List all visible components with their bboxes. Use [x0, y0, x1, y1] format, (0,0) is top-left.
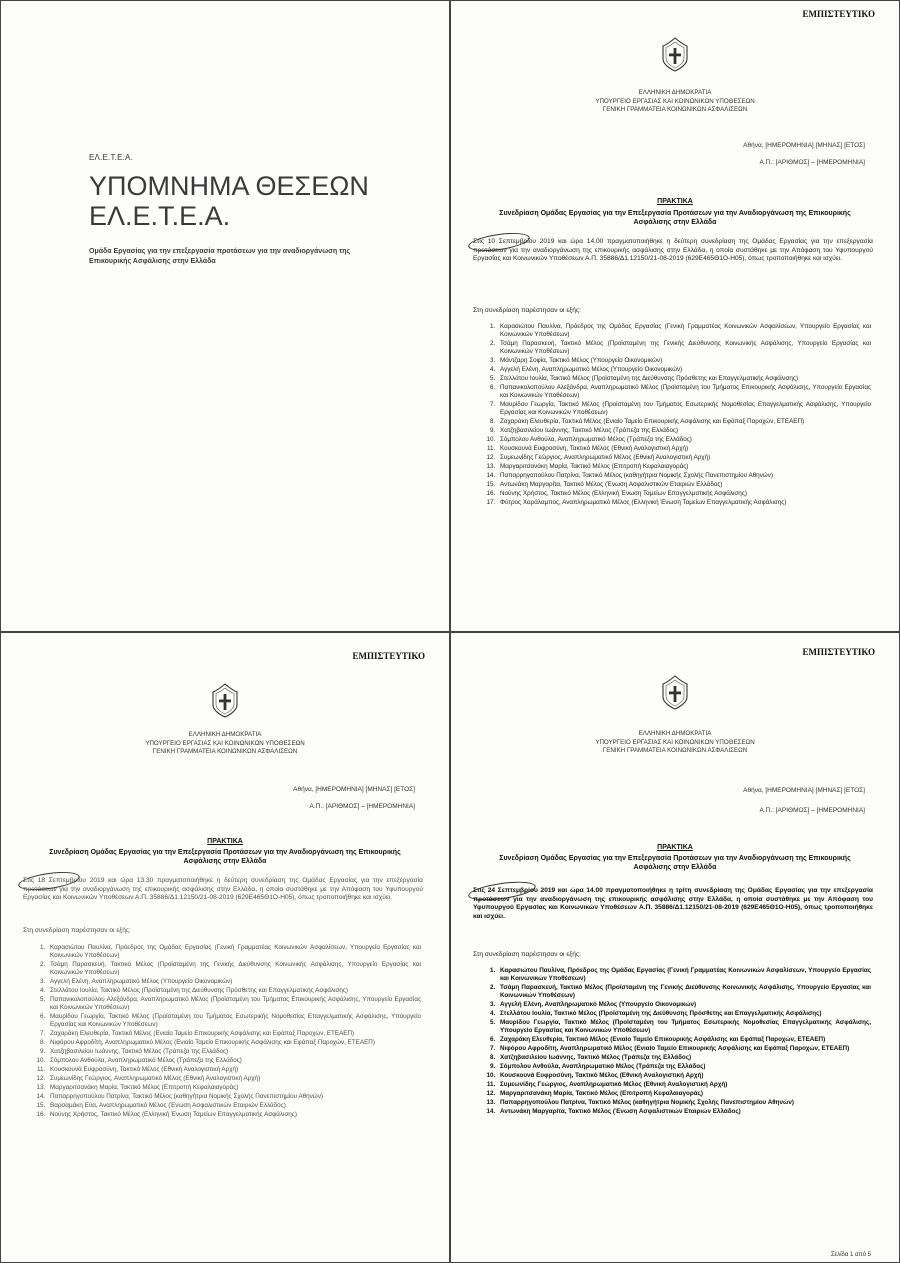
list-item: 11. Συμεωνίδης Γεώργιος, Αναπληρωματικό Μέλος (Εθνική Αναλογιστική Αρχή): [497, 1081, 871, 1089]
list-item: 6. Ζαχαράκη Ελευθερία, Τακτικό Μέλος (Ενιαίο Ταμείο Επικουρικής Ασφάλισης και Εφάπαξ Παροχών, ΕΤΕΑΕΠ): [497, 1036, 871, 1044]
date-line: Αθήνα, [ΗΜΕΡΟΜΗΝΙΑ] [ΜΗΝΑΣ] [ΕΤΟΣ]: [743, 142, 865, 149]
session-title: Συνεδρίαση Ομάδας Εργασίας για την Επεξεργασία Προτάσεων για την Αναδιοργάνωση της Επικουρικής Ασφάλισης στην Ελλάδα: [499, 855, 851, 871]
list-item: 11. Κουσκουνά Ευφροσύνη, Τακτικό Μέλος (Εθνική Αναλογιστική Αρχή): [47, 1066, 421, 1074]
session-intro: Στις 10 Σεπτεμβρίου 2019 και ώρα 14.00 πραγματοποιήθηκε η δεύτερη συνεδρίαση της Ομάδας Εργασίας για την επεξεργασία προτάσεων για την αναδιοργάνωση της επικουρικής ασφάλισης στην Ελλάδα, η οποία συστάθηκε με την Απόφαση του Υφυπουργού Εργασίας και Κοινωνικών Υποθέσεων Α.Π. 35886/Δ1.12150/21-08-2019 (629Ε465Θ1Ο-Η05), όπως τροποποιήθηκε και ισχύει.: [473, 238, 873, 263]
attendees-label: Στη συνεδρίαση παρέστησαν οι εξής:: [23, 927, 131, 934]
list-item: 11. Κουσκουνά Ευφροσύνη, Τακτικό Μέλος (Εθνική Αναλογιστική Αρχή): [497, 445, 871, 453]
list-item: 12. Μαργαριτσανάκη Μαρία, Τακτικό Μέλος (Επιτροπή Κεφαλαιαγοράς): [497, 1090, 871, 1098]
list-item: 4. Στελλάτου Ιουλία, Τακτικό Μέλος (Προϊσταμένη της Διεύθυνσης Πρόσθετης και Επαγγελματικής Ασφάλισης): [497, 1010, 871, 1018]
list-item: 8. Ζαχαράκη Ελευθερία, Τακτικό Μέλος (Ενιαίο Ταμείο Επικουρικής Ασφάλισης και Εφάπαξ Παροχών, ΕΤΕΑΕΠ): [497, 418, 871, 426]
letterhead-line1: ΕΛΛΗΝΙΚΗ ΔΗΜΟΚΡΑΤΙΑ: [638, 89, 712, 96]
cover-subtitle: Ομάδα Εργασίας για την επεξεργασία προτάσεων για την αναδιοργάνωση της Επικουρικής Ασφάλισης στην Ελλάδα: [89, 248, 351, 265]
cover-title-line1: ΥΠΟΜΝΗΜΑ ΘΕΣΕΩΝ: [89, 171, 369, 201]
attendees-list: [23, 944, 421, 1120]
letterhead: [1, 731, 449, 757]
reference-line: Α.Π.: [ΑΡΙΘΜΟΣ] – [ΗΜΕΡΟΜΗΝΙΑ]: [309, 803, 415, 810]
list-item: 8. Χατζηβασιλείου Ιωάννης, Τακτικό Μέλος (Τράπεζα της Ελλάδος): [497, 1054, 871, 1062]
letterhead-line2: ΥΠΟΥΡΓΕΙΟ ΕΡΓΑΣΙΑΣ ΚΑΙ ΚΟΙΝΩΝΙΚΩΝ ΥΠΟΘΕΣΕΩΝ: [595, 97, 755, 105]
letterhead-line3: ΓΕΝΙΚΗ ΓΡΑΜΜΑΤΕΙΑ ΚΟΙΝΩΝΙΚΩΝ ΑΣΦΑΛΙΣΕΩΝ: [602, 747, 748, 754]
letterhead-line3: ΓΕΝΙΚΗ ΓΡΑΜΜΑΤΕΙΑ ΚΟΙΝΩΝΙΚΩΝ ΑΣΦΑΛΙΣΕΩΝ: [602, 106, 748, 113]
letterhead: [451, 730, 899, 756]
list-item: 2. Τσάμη Παρασκευή, Τακτικό Μέλος (Προϊσταμένη της Γενικής Διεύθυνσης Κοινωνικής Ασφάλισης, Υπουργείο Εργασίας και Κοινωνικών Υποθέσεων): [497, 340, 871, 356]
session-intro: Στις 18 Σεπτεμβρίου 2019 και ώρα 13.30 πραγματοποιήθηκε η δεύτερη συνεδρίαση της Ομάδας Εργασίας για την επεξεργασία προτάσεων για την αναδιοργάνωση της επικουρικής ασφάλισης στην Ελλάδα, η οποία συστάθηκε με την Απόφαση του Υφυπουργού Εργασίας και Κοινωνικών Υποθέσεων Α.Π. 35886/Δ1.12150/21-08-2019 (629Ε465Θ1Ο-Η05), όπως τροποποιήθηκε και ισχύει.: [23, 877, 423, 902]
list-item: 9. Χατζηβασιλείου Ιωάννης, Τακτικό Μέλος (Τράπεζα της Ελλάδος): [47, 1048, 421, 1056]
list-item: 8. Νιφόρου Αφροδίτη, Αναπληρωματικό Μέλος (Ενιαίο Ταμείο Επικουρικής Ασφάλισης και Εφάπαξ Παροχών, ΕΤΕΑΕΠ): [47, 1039, 421, 1047]
date-line: Αθήνα, [ΗΜΕΡΟΜΗΝΙΑ] [ΜΗΝΑΣ] [ΕΤΟΣ]: [743, 787, 865, 794]
letterhead: [451, 89, 899, 115]
attendees-list: [473, 967, 871, 1117]
attendees-list: [473, 323, 871, 508]
letterhead-line1: ΕΛΛΗΝΙΚΗ ΔΗΜΟΚΡΑΤΙΑ: [188, 731, 262, 738]
list-item: 7. Μαυρίδου Γεωργία, Τακτικό Μέλος (Προϊσταμένη του Τμήματος Εσωτερικής Νομοθεσίας Επαγγελματικής Ασφάλισης, Υπουργείο Εργασίας και Κοινωνικών Υποθέσεων): [497, 401, 871, 417]
list-item: 1. Καρασιώτου Παυλίνα, Πρόεδρος της Ομάδας Εργασίας (Γενική Γραμματέας Κοινωνικών Ασφαλίσεων, Υπουργείο Εργασίας και Κοινωνικών Υποθέσεων): [47, 944, 421, 960]
cover-title-line2: ΕΛ.Ε.Τ.Ε.Α.: [89, 201, 231, 231]
list-item: 12. Συμεωνίδης Γεώργιος, Αναπληρωματικό Μέλος (Εθνική Αναλογιστική Αρχή): [497, 454, 871, 462]
list-item: 15. Αντωνάκη Μαργαρίτα, Τακτικό Μέλος (Ένωση Ασφαλιστικών Εταιριών Ελλάδος): [497, 481, 871, 489]
list-item: 3. Αγγελή Ελένη, Αναπληρωματικό Μέλος (Υπουργείο Οικονομικών): [47, 978, 421, 986]
list-item: 5. Στελλάτου Ιουλία, Τακτικό Μέλος (Προϊσταμένη της Διεύθυνσης Πρόσθετης και Επαγγελματικής Ασφάλισης): [497, 375, 871, 383]
session-title: Συνεδρίαση Ομάδας Εργασίας για την Επεξεργασία Προτάσεων για την Αναδιοργάνωση της Επικουρικής Ασφάλισης στην Ελλάδα: [49, 849, 401, 865]
list-item: 4. Αγγελή Ελένη, Αναπληρωματικό Μέλος (Υπουργείο Οικονομικών): [497, 366, 871, 374]
session-title: Συνεδρίαση Ομάδας Εργασίας για την Επεξεργασία Προτάσεων για την Αναδιοργάνωση της Επικουρικής Ασφάλισης στην Ελλάδα: [499, 210, 851, 226]
letterhead-line2: ΥΠΟΥΡΓΕΙΟ ΕΡΓΑΣΙΑΣ ΚΑΙ ΚΟΙΝΩΝΙΚΩΝ ΥΠΟΘΕΣΕΩΝ: [145, 739, 305, 747]
minutes-page-session-2: [450, 0, 900, 632]
list-item: 14. Αντωνάκη Μαργαρίτα, Τακτικό Μέλος (Ένωση Ασφαλιστικών Εταιριών Ελλάδος): [497, 1108, 871, 1116]
list-item: 5. Μαυρίδου Γεωργία, Τακτικό Μέλος (Προϊσταμένη του Τμήματος Εσωτερικής Νομοθεσίας Επαγγελματικής Ασφάλισης, Υπουργείο Εργασίας και Κοινωνικών Υποθέσεων): [497, 1019, 871, 1035]
greek-emblem-icon: [209, 681, 241, 719]
minutes-page-session-2b: [0, 632, 450, 1263]
session-intro: Στις 24 Σεπτεμβρίου 2019 και ώρα 14.00 πραγματοποιήθηκε η τρίτη συνεδρίαση της Ομάδας Εργασίας για την επεξεργασία προτάσεων για την αναδιοργάνωση της επικουρικής ασφάλισης στην Ελλάδα, η οποία συστάθηκε με την Απόφαση του Υφυπουργού Εργασίας και Κοινωνικών Υποθέσεων Α.Π. 35886/Δ1.12150/21-08-2019 (629Ε465Θ1Ο-Η05), όπως τροποποιήθηκε και ισχύει.: [473, 887, 873, 920]
letterhead-line3: ΓΕΝΙΚΗ ΓΡΑΜΜΑΤΕΙΑ ΚΟΙΝΩΝΙΚΩΝ ΑΣΦΑΛΙΣΕΩΝ: [152, 748, 298, 755]
list-item: 6. Παπανικολοπούλου Αλεξάνδρα, Αναπληρωματικό Μέλος (Προϊσταμένη του Τμήματος Επικουρικής Ασφάλισης, Υπουργείο Εργασίας και Κοινωνικών Υποθέσεων): [497, 384, 871, 400]
list-item: 5. Παπανικολοπούλου Αλεξάνδρα, Αναπληρωματικό Μέλος (Προϊσταμένη του Τμήματος Επικουρικής Ασφάλισης, Υπουργείο Εργασίας και Κοινωνικών Υποθέσεων): [47, 996, 421, 1012]
greek-emblem-icon: [659, 673, 691, 711]
letterhead-line1: ΕΛΛΗΝΙΚΗ ΔΗΜΟΚΡΑΤΙΑ: [638, 730, 712, 737]
letterhead-line2: ΥΠΟΥΡΓΕΙΟ ΕΡΓΑΣΙΑΣ ΚΑΙ ΚΟΙΝΩΝΙΚΩΝ ΥΠΟΘΕΣΕΩΝ: [595, 738, 755, 746]
page-number: Σελίδα 1 από 5: [830, 1252, 871, 1258]
date-line: Αθήνα, [ΗΜΕΡΟΜΗΝΙΑ] [ΜΗΝΑΣ] [ΕΤΟΣ]: [293, 786, 415, 793]
list-item: 14. Παπαρρηγοπούλου Πατρίνα, Τακτικό Μέλος (καθηγήτρια Νομικής Σχολής Πανεπιστημίου Αθηνών): [47, 1093, 421, 1101]
cover-page: [0, 0, 450, 632]
list-item: 9. Σόμπολου Ανθούλα, Αναπληρωματικό Μέλος (Τράπεζα της Ελλάδος): [497, 1063, 871, 1071]
greek-emblem-icon: [659, 35, 691, 73]
confidential-label: ΕΜΠΙΣΤΕΥΤΙΚΟ: [802, 647, 875, 657]
list-item: 10. Κουσκουνά Ευφροσύνη, Τακτικό Μέλος (Εθνική Αναλογιστική Αρχή): [497, 1072, 871, 1080]
list-item: 4. Στελλάτου Ιουλία, Τακτικό Μέλος (Προϊσταμένη της Διεύθυνσης Πρόσθετης και Επαγγελματικής Ασφάλισης): [47, 987, 421, 995]
confidential-label: ΕΜΠΙΣΤΕΥΤΙΚΟ: [802, 9, 875, 19]
attendees-label: Στη συνεδρίαση παρέστησαν οι εξής:: [473, 307, 581, 314]
reference-line: Α.Π.: [ΑΡΙΘΜΟΣ] – [ΗΜΕΡΟΜΗΝΙΑ]: [759, 159, 865, 166]
list-item: 7. Ζαχαράκη Ελευθερία, Τακτικό Μέλος (Ενιαίο Ταμείο Επικουρικής Ασφάλισης και Εφάπαξ Παροχών, ΕΤΕΑΕΠ): [47, 1030, 421, 1038]
list-item: 3. Αγγελή Ελένη, Αναπληρωματικό Μέλος (Υπουργείο Οικονομικών): [497, 1001, 871, 1009]
minutes-title: ΠΡΑΚΤΙΚΑ: [207, 838, 243, 845]
list-item: 1. Καρασιώτου Παυλίνα, Πρόεδρος της Ομάδας Εργασίας (Γενική Γραμματέας Κοινωνικών Ασφαλίσεων, Υπουργείο Εργασίας και Κοινωνικών Υποθέσεων): [497, 323, 871, 339]
list-item: 2. Τσάμη Παρασκευή, Τακτικό Μέλος (Προϊσταμένη της Γενικής Διεύθυνσης Κοινωνικής Ασφάλισης, Υπουργείο Εργασίας και Κοινωνικών Υποθέσεων): [47, 961, 421, 977]
list-item: 17. Φύτρος Χαράλαμπος, Αναπληρωματικό Μέλος (Ελληνική Ένωση Ταμείων Επαγγελματικής Ασφάλισης): [497, 499, 871, 507]
list-item: 15. Βαρσαμάκη Εύα, Αναπληρωματικό Μέλος (Ένωση Ασφαλιστικών Εταιριών Ελλάδος): [47, 1102, 421, 1110]
list-item: 2. Τσάμη Παρασκευή, Τακτικό Μέλος (Προϊσταμένη της Γενικής Διεύθυνσης Κοινωνικής Ασφάλισης, Υπουργείο Εργασίας και Κοινωνικών Υποθέσεων): [497, 984, 871, 1000]
list-item: 13. Παπαρρηγοπούλου Πατρίνα, Τακτικό Μέλος (καθηγήτρια Νομικής Σχολής Πανεπιστημίου Αθηνών): [497, 1099, 871, 1107]
list-item: 3. Μάντζαρη Σοφία, Τακτικό Μέλος (Υπουργείο Οικονομικών): [497, 357, 871, 365]
reference-line: Α.Π.: [ΑΡΙΘΜΟΣ] – [ΗΜΕΡΟΜΗΝΙΑ]: [759, 807, 865, 814]
list-item: 10. Σόμπολου Ανθούλα, Αναπληρωματικό Μέλος (Τράπεζα της Ελλάδος): [47, 1057, 421, 1065]
confidential-label: ΕΜΠΙΣΤΕΥΤΙΚΟ: [352, 651, 425, 661]
list-item: 6. Μαυρίδου Γεωργία, Τακτικό Μέλος (Προϊσταμένη του Τμήματος Εσωτερικής Νομοθεσίας Επαγγελματικής Ασφάλισης, Υπουργείο Εργασίας και Κοινωνικών Υποθέσεων): [47, 1013, 421, 1029]
list-item: 16. Νούνης Χρήστος, Τακτικό Μέλος (Ελληνική Ένωση Ταμείων Επαγγελματικής Ασφάλισης): [47, 1111, 421, 1119]
list-item: 13. Μαργαριτσανάκη Μαρία, Τακτικό Μέλος (Επιτροπή Κεφαλαιαγοράς): [47, 1084, 421, 1092]
list-item: 16. Νούνης Χρήστος, Τακτικό Μέλος (Ελληνική Ένωση Ταμείων Επαγγελματικής Ασφάλισης): [497, 490, 871, 498]
list-item: 14. Παπαρρηγοπούλου Πατρίνα, Τακτικό Μέλος (καθηγήτρια Νομικής Σχολής Πανεπιστημίου Αθηνών): [497, 472, 871, 480]
cover-org-label: ΕΛ.Ε.Τ.Ε.Α.: [89, 153, 134, 162]
minutes-title: ΠΡΑΚΤΙΚΑ: [657, 198, 693, 205]
list-item: 7. Νιφόρου Αφροδίτη, Αναπληρωματικό Μέλος (Ενιαίο Ταμείο Επικουρικής Ασφάλισης και Εφάπαξ Παροχών, ΕΤΕΑΕΠ): [497, 1045, 871, 1053]
cover-title: [89, 171, 369, 231]
list-item: 10. Σόμπολου Ανθούλα, Αναπληρωματικό Μέλος (Τράπεζα της Ελλάδος): [497, 436, 871, 444]
list-item: 1. Καρασιώτου Παυλίνα, Πρόεδρος της Ομάδας Εργασίας (Γενική Γραμματέας Κοινωνικών Ασφαλίσεων, Υπουργείο Εργασίας και Κοινωνικών Υποθέσεων): [497, 967, 871, 983]
minutes-page-session-3: [450, 632, 900, 1263]
minutes-title: ΠΡΑΚΤΙΚΑ: [657, 844, 693, 851]
attendees-label: Στη συνεδρίαση παρέστησαν οι εξής:: [473, 951, 581, 958]
list-item: 9. Χατζηβασιλείου Ιωάννης, Τακτικό Μέλος (Τράπεζα της Ελλάδος): [497, 427, 871, 435]
list-item: 12. Συμεωνίδης Γεώργιος, Αναπληρωματικό Μέλος (Εθνική Αναλογιστική Αρχή): [47, 1075, 421, 1083]
list-item: 13. Μαργαριτσανάκη Μαρία, Τακτικό Μέλος (Επιτροπή Κεφαλαιαγοράς): [497, 463, 871, 471]
